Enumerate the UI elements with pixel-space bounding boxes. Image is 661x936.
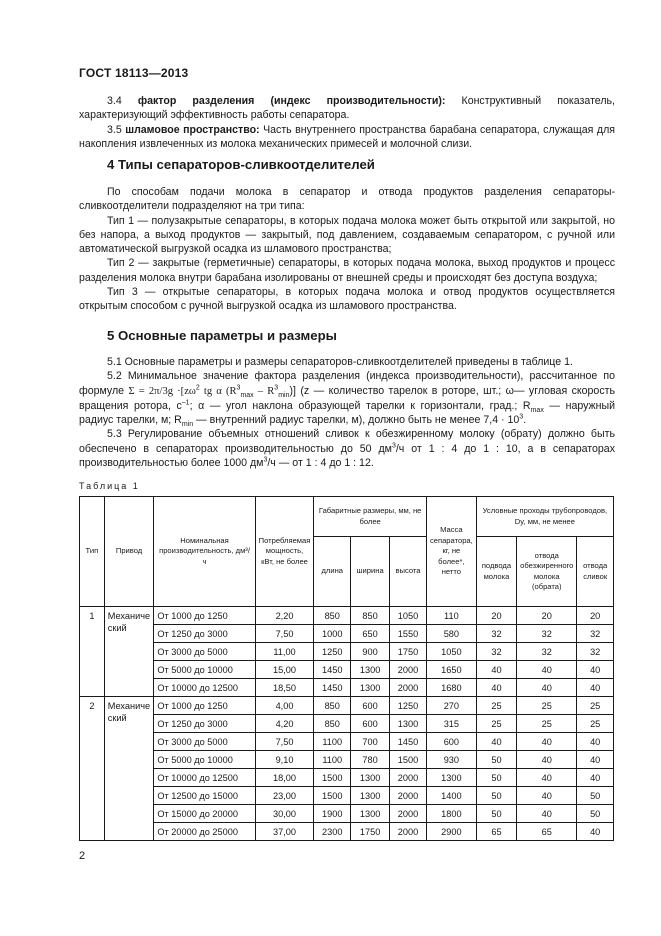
cell-height: 1750 bbox=[390, 643, 427, 661]
cell-supply: 40 bbox=[476, 733, 516, 751]
definitions-block bbox=[79, 94, 615, 151]
cell-power: 2,20 bbox=[255, 607, 314, 625]
cell-capacity: От 5000 до 10000 bbox=[154, 751, 255, 769]
header-power: Потребляемая мощность, кВт, не более bbox=[255, 497, 314, 607]
cell-mass: 110 bbox=[426, 607, 476, 625]
cell-capacity: От 1000 до 1250 bbox=[154, 607, 255, 625]
cell-skim: 40 bbox=[517, 733, 577, 751]
cell-length: 850 bbox=[314, 715, 351, 733]
cell-height: 1450 bbox=[390, 733, 427, 751]
cell-skim: 40 bbox=[517, 805, 577, 823]
cell-skim: 40 bbox=[517, 679, 577, 697]
table-row bbox=[80, 643, 614, 661]
section-5-title: 5 Основные параметры и размеры bbox=[107, 328, 337, 343]
cell-length: 1500 bbox=[314, 769, 351, 787]
cell-mass: 600 bbox=[426, 733, 476, 751]
table-row bbox=[80, 733, 614, 751]
cell-power: 18,00 bbox=[255, 769, 314, 787]
cell-length: 1500 bbox=[314, 787, 351, 805]
header-passages: Условные проходы трубопроводов, Dy, мм, не менее bbox=[476, 497, 613, 537]
table-row bbox=[80, 751, 614, 769]
cell-length: 850 bbox=[314, 607, 351, 625]
cell-cream: 50 bbox=[577, 787, 614, 805]
cell-length: 1450 bbox=[314, 679, 351, 697]
cell-drive: Механический bbox=[104, 607, 154, 697]
cell-supply: 25 bbox=[476, 697, 516, 715]
cell-drive: Механический bbox=[104, 697, 154, 841]
cell-length: 1900 bbox=[314, 805, 351, 823]
cell-mass: 270 bbox=[426, 697, 476, 715]
cell-capacity: От 5000 до 10000 bbox=[154, 661, 255, 679]
cell-type: 2 bbox=[80, 697, 105, 841]
header-length: длина bbox=[314, 537, 351, 607]
cell-skim: 25 bbox=[517, 697, 577, 715]
cell-power: 7,50 bbox=[255, 625, 314, 643]
cell-skim: 20 bbox=[517, 607, 577, 625]
definition-text: Конструктивный показатель, характеризующий эффективность работы сепаратора. bbox=[79, 95, 615, 122]
table-row bbox=[80, 823, 614, 841]
cell-mass: 1680 bbox=[426, 679, 476, 697]
table-caption: Таблица 1 bbox=[79, 481, 140, 491]
definition-number: 3.4 bbox=[107, 95, 122, 107]
cell-capacity: От 20000 до 25000 bbox=[154, 823, 255, 841]
cell-supply: 32 bbox=[476, 625, 516, 643]
cell-height: 2000 bbox=[390, 679, 427, 697]
cell-power: 4,00 bbox=[255, 697, 314, 715]
cell-skim: 40 bbox=[517, 769, 577, 787]
cell-skim: 32 bbox=[517, 625, 577, 643]
cell-cream: 40 bbox=[577, 679, 614, 697]
cell-mass: 1300 bbox=[426, 769, 476, 787]
header-supply: подвода молока bbox=[476, 537, 516, 607]
section-5-body bbox=[79, 355, 615, 470]
cell-skim: 65 bbox=[517, 823, 577, 841]
cell-power: 7,50 bbox=[255, 733, 314, 751]
cell-cream: 32 bbox=[577, 625, 614, 643]
header-skim: отвода обезжиренного молока (обрата) bbox=[517, 537, 577, 607]
cell-width: 600 bbox=[351, 715, 390, 733]
cell-length: 850 bbox=[314, 697, 351, 715]
cell-length: 1000 bbox=[314, 625, 351, 643]
cell-width: 1300 bbox=[351, 787, 390, 805]
cell-skim: 40 bbox=[517, 751, 577, 769]
cell-height: 2000 bbox=[390, 661, 427, 679]
cell-cream: 40 bbox=[577, 661, 614, 679]
cell-skim: 40 bbox=[517, 787, 577, 805]
cell-skim: 25 bbox=[517, 715, 577, 733]
paragraph-5-3: 5.3 Регулирование объемных отношений сливок к обезжиренному молоку (обрату) должно быть обеспечено в сепараторах производительностью до 50 $дм^3/ч$ от 1 : 4 до 1 : 10, а в сепараторах производительностью более 1000 $дм^3/ч$ — от 1 : 4 до 1 : 12. bbox=[79, 428, 616, 470]
cell-mass: 2900 bbox=[426, 823, 476, 841]
cell-power: 15,00 bbox=[255, 661, 314, 679]
cell-width: 1750 bbox=[351, 823, 390, 841]
table-row bbox=[80, 607, 614, 625]
cell-power: 4,20 bbox=[255, 715, 314, 733]
cell-height: 1300 bbox=[390, 715, 427, 733]
cell-supply: 50 bbox=[476, 805, 516, 823]
type-1-description: Тип 1 — полузакрытые сепараторы, в которых подача молока может быть открытой или закрытой, но без напора, а выход продуктов — закрытый, под давлением, создаваемым сепаратором, с ручной или автоматической выгрузкой осадка из шламового пространства; bbox=[79, 214, 615, 256]
cell-capacity: От 10000 до 12500 bbox=[154, 769, 255, 787]
cell-height: 1250 bbox=[390, 697, 427, 715]
paragraph-5-1: 5.1 Основные параметры и размеры сепараторов-сливкоотделителей приведены в таблице 1. bbox=[107, 356, 573, 368]
table-row bbox=[80, 787, 614, 805]
cell-capacity: От 10000 до 12500 bbox=[154, 679, 255, 697]
cell-height: 1500 bbox=[390, 751, 427, 769]
paragraph-5-2: 5.2 Минимальное значение фактора разделения (индекса производительности), рассчитанное по формуле $\Sigma = 2\pi/3g \cdot[z\omega^2$ tg α $(R^3_{max} - R^3_{min})$] (z — количество тарелок в роторе, шт.; ω— угловая скорость вращения ротора, $с^{-1}$; α — угол наклона образующей тарелки к горизонтали, град.; $R_{max}$ — наружный радиус тарелки, м; $R_{min}$ — внутренний радиус тарелки, м), должно быть не менее $7,4 \cdot 10^3$. bbox=[79, 370, 615, 429]
cell-cream: 50 bbox=[577, 805, 614, 823]
cell-capacity: От 1250 до 3000 bbox=[154, 625, 255, 643]
header-dimensions: Габаритные размеры, мм, не более bbox=[314, 497, 427, 537]
cell-cream: 40 bbox=[577, 823, 614, 841]
definition-text: Часть внутреннего пространства барабана сепаратора, служащая для накопления извлеченных из молока механических примесей и молочной слизи. bbox=[79, 123, 615, 150]
table-row bbox=[80, 805, 614, 823]
cell-mass: 1400 bbox=[426, 787, 476, 805]
header-cream: отвода сливок bbox=[577, 537, 614, 607]
cell-cream: 40 bbox=[577, 769, 614, 787]
cell-skim: 32 bbox=[517, 643, 577, 661]
cell-capacity: От 1000 до 1250 bbox=[154, 697, 255, 715]
parameters-table bbox=[79, 496, 614, 841]
cell-length: 1100 bbox=[314, 733, 351, 751]
cell-supply: 65 bbox=[476, 823, 516, 841]
cell-width: 1300 bbox=[351, 679, 390, 697]
cell-width: 1300 bbox=[351, 769, 390, 787]
cell-type: 1 bbox=[80, 607, 105, 697]
cell-length: 1250 bbox=[314, 643, 351, 661]
cell-cream: 25 bbox=[577, 697, 614, 715]
section-4-intro: По способам подачи молока в сепаратор и отвода продуктов разделения сепараторы-сливкоотделители подразделяют на три типа: bbox=[79, 186, 615, 213]
header-mass: Масса сепаратора, кг, не более*, нетто bbox=[426, 497, 476, 607]
definition-3-5 bbox=[79, 123, 615, 152]
type-2-description: Тип 2 — закрытые (герметичные) сепараторы, в которых подача молока, выход продуктов и процесс разделения молока внутри барабана изолированы от внешней среды и происходят без доступа воздуха; bbox=[79, 257, 615, 284]
table-row bbox=[80, 625, 614, 643]
cell-width: 650 bbox=[351, 625, 390, 643]
cell-supply: 32 bbox=[476, 643, 516, 661]
cell-height: 2000 bbox=[390, 823, 427, 841]
cell-supply: 20 bbox=[476, 607, 516, 625]
page-number: 2 bbox=[79, 850, 86, 862]
table-body bbox=[80, 607, 614, 841]
header-type: Тип bbox=[80, 497, 105, 607]
cell-width: 780 bbox=[351, 751, 390, 769]
cell-mass: 1050 bbox=[426, 643, 476, 661]
cell-cream: 32 bbox=[577, 643, 614, 661]
definition-number: 3.5 bbox=[107, 123, 122, 136]
cell-capacity: От 1250 до 3000 bbox=[154, 715, 255, 733]
type-3-description: Тип 3 — открытые сепараторы, в которых подача молока и отвод продуктов осуществляется открытым способом с ручной выгрузкой осадка из шламового пространства. bbox=[79, 286, 615, 313]
cell-height: 1550 bbox=[390, 625, 427, 643]
cell-cream: 20 bbox=[577, 607, 614, 625]
cell-height: 2000 bbox=[390, 787, 427, 805]
cell-power: 30,00 bbox=[255, 805, 314, 823]
cell-width: 1300 bbox=[351, 805, 390, 823]
cell-supply: 40 bbox=[476, 679, 516, 697]
cell-mass: 315 bbox=[426, 715, 476, 733]
cell-mass: 930 bbox=[426, 751, 476, 769]
cell-supply: 50 bbox=[476, 787, 516, 805]
header-width: ширина bbox=[351, 537, 390, 607]
cell-mass: 580 bbox=[426, 625, 476, 643]
table-row bbox=[80, 679, 614, 697]
cell-capacity: От 3000 до 5000 bbox=[154, 643, 255, 661]
cell-supply: 50 bbox=[476, 769, 516, 787]
header-capacity: Номинальная производительность, дм³/ч bbox=[154, 497, 255, 607]
cell-supply: 40 bbox=[476, 661, 516, 679]
definition-term: фактор разделения (индекс производительности): bbox=[137, 95, 446, 107]
definition-3-4 bbox=[79, 94, 615, 123]
cell-mass: 1650 bbox=[426, 661, 476, 679]
cell-power: 23,00 bbox=[255, 787, 314, 805]
cell-height: 1050 bbox=[390, 607, 427, 625]
cell-power: 37,00 bbox=[255, 823, 314, 841]
table-row bbox=[80, 769, 614, 787]
cell-power: 9,10 bbox=[255, 751, 314, 769]
cell-power: 11,00 bbox=[255, 643, 314, 661]
header-drive: Привод bbox=[104, 497, 154, 607]
cell-mass: 1800 bbox=[426, 805, 476, 823]
cell-supply: 50 bbox=[476, 751, 516, 769]
cell-power: 18,50 bbox=[255, 679, 314, 697]
cell-cream: 40 bbox=[577, 733, 614, 751]
document-header: ГОСТ 18113—2013 bbox=[79, 66, 189, 80]
cell-width: 1300 bbox=[351, 661, 390, 679]
cell-width: 850 bbox=[351, 607, 390, 625]
cell-height: 2000 bbox=[390, 769, 427, 787]
cell-capacity: От 3000 до 5000 bbox=[154, 733, 255, 751]
cell-width: 600 bbox=[351, 697, 390, 715]
definition-term: шламовое пространство: bbox=[125, 123, 260, 136]
cell-skim: 40 bbox=[517, 661, 577, 679]
cell-length: 2300 bbox=[314, 823, 351, 841]
cell-cream: 40 bbox=[577, 751, 614, 769]
section-4-title: 4 Типы сепараторов-сливкоотделителей bbox=[107, 157, 375, 172]
cell-length: 1450 bbox=[314, 661, 351, 679]
table-row bbox=[80, 697, 614, 715]
cell-capacity: От 15000 до 20000 bbox=[154, 805, 255, 823]
cell-cream: 25 bbox=[577, 715, 614, 733]
header-height: высота bbox=[390, 537, 427, 607]
cell-supply: 25 bbox=[476, 715, 516, 733]
table-row bbox=[80, 661, 614, 679]
cell-height: 2000 bbox=[390, 805, 427, 823]
table-row bbox=[80, 715, 614, 733]
section-4-body bbox=[79, 185, 615, 314]
cell-width: 900 bbox=[351, 643, 390, 661]
cell-capacity: От 12500 до 15000 bbox=[154, 787, 255, 805]
cell-width: 700 bbox=[351, 733, 390, 751]
cell-length: 1100 bbox=[314, 751, 351, 769]
